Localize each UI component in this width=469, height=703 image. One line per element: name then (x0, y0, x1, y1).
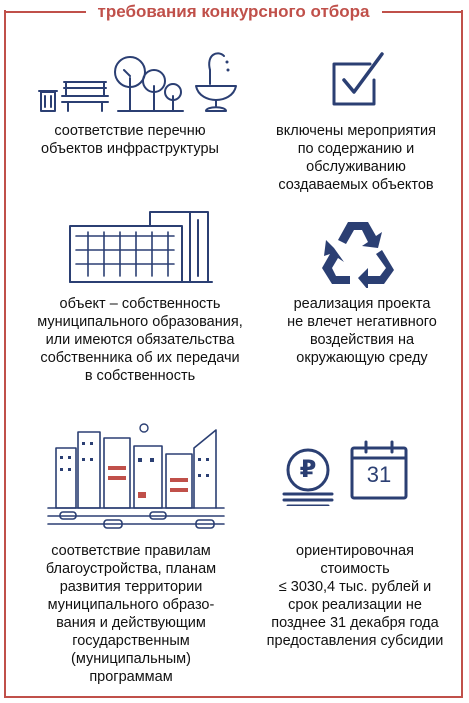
requirement-maintenance: включены мероприятия по содержанию и обслуживанию создаваемых объектов (276, 123, 436, 193)
page-title: требования конкурсного отбора (97, 2, 370, 21)
recycle-icon (318, 216, 398, 288)
header (0, 0, 469, 24)
municipal-building-icon (64, 206, 214, 284)
park-infrastructure-icon (38, 48, 238, 114)
requirement-regulations: соответствие правилам благоустройства, планам развития территории муниципального образо- вания и действующим государственным (муниципальным) программам (45, 543, 217, 685)
checkbox-icon (330, 50, 388, 110)
header-rule-left (4, 11, 86, 13)
requirement-environment: реализация проекта не влечет негативного воздействия на окружающую среду (287, 296, 437, 366)
header-rule-right (382, 11, 464, 13)
calendar-day: 31 (366, 462, 392, 487)
requirement-infrastructure: соответствие перечню объектов инфраструктуры (41, 123, 219, 157)
city-development-icon (46, 418, 226, 530)
requirement-cost-deadline: ориентировочная стоимость ≤ 3030,4 тыс. рублей и срок реализации не позднее 31 декабря года предоставления субсидии (266, 543, 444, 649)
requirement-ownership: объект – собственность муниципального образования, или имеются обязательства собственника об их передачи в собственность (37, 296, 243, 384)
ruble-symbol: ₽ (299, 456, 317, 483)
